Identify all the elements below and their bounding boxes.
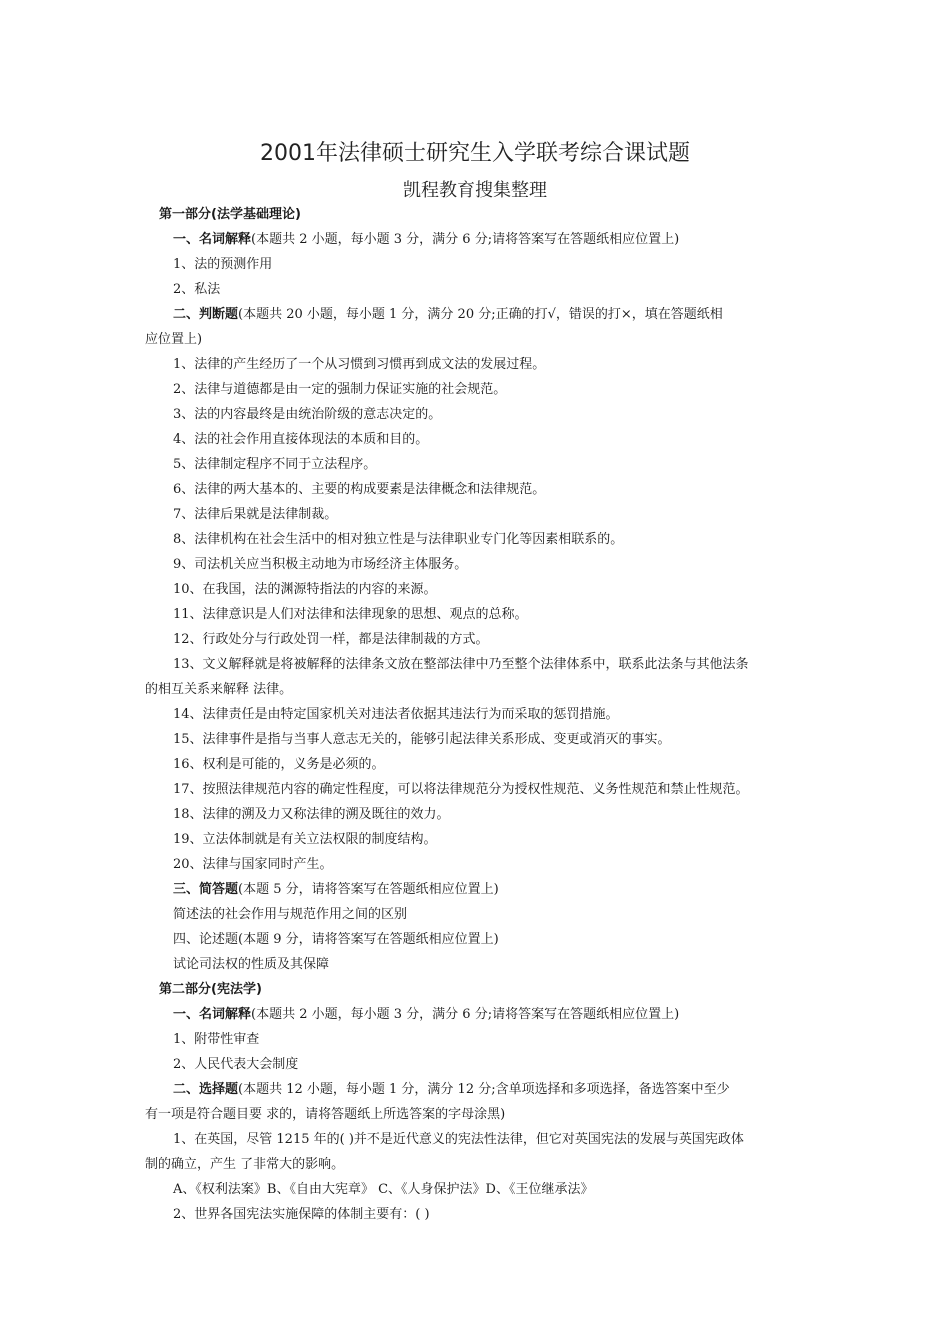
question-item: 20、法律与国家同时产生。: [173, 857, 333, 872]
section-label: 一、名词解释: [173, 1007, 252, 1022]
question-item: 4、法的社会作用直接体现法的本质和目的。: [173, 432, 429, 447]
section-desc: (本题共 2 小题，每小题 3 分，满分 6 分;请将答案写在答题纸相应位置上): [251, 1007, 680, 1022]
question-item: 1、在英国，尽管 1215 年的( )并不是近代意义的宪法性法律，但它对英国宪法的发展与英国宪政体: [173, 1132, 744, 1147]
question-item: 5、法律制定程序不同于立法程序。: [173, 457, 377, 472]
question-item: 简述法的社会作用与规范作用之间的区别: [173, 907, 408, 922]
question-item: 6、法律的两大基本的、主要的构成要素是法律概念和法律规范。: [173, 482, 546, 497]
part-heading: 第一部分(法学基础理论): [159, 207, 301, 222]
section-label: 二、判断题: [173, 307, 239, 322]
question-item: 1、法的预测作用: [173, 257, 273, 272]
question-item: 2、法律与道德都是由一定的强制力保证实施的社会规范。: [173, 382, 507, 397]
section-heading: [145, 1002, 810, 1027]
question-options: A、《权利法案》B、《自由大宪章》 C、《人身保护法》D、《王位继承法》: [173, 1182, 594, 1197]
question-item: 15、法律事件是指与当事人意志无关的，能够引起法律关系形成、变更或消灭的事实。: [173, 732, 671, 747]
question-item: 18、法律的溯及力又称法律的溯及既往的效力。: [173, 807, 450, 822]
document-title: 2001年法律硕士研究生入学联考综合课试题: [260, 141, 690, 166]
question-item: 10、在我国，法的渊源特指法的内容的来源。: [173, 582, 437, 597]
question-item: 1、附带性审查: [173, 1032, 260, 1047]
question-item: 8、法律机构在社会生活中的相对独立性是与法律职业专门化等因素相联系的。: [173, 532, 624, 547]
document-body: [145, 202, 810, 1227]
section-desc: (本题共 2 小题，每小题 3 分，满分 6 分;请将答案写在答题纸相应位置上): [251, 232, 680, 247]
section-heading: [145, 877, 810, 902]
section-desc: (本题 5 分，请将答案写在答题纸相应位置上): [238, 882, 499, 897]
document-subtitle: 凯程教育搜集整理: [403, 180, 547, 201]
section-desc: (本题共 12 小题，每小题 1 分，满分 12 分;含单项选择和多项选择，备选答案中至少: [238, 1082, 730, 1097]
question-item: 16、权利是可能的，义务是必须的。: [173, 757, 385, 772]
question-item: 12、行政处分与行政处罚一样，都是法律制裁的方式。: [173, 632, 489, 647]
part-heading: 第二部分(宪法学): [159, 982, 262, 997]
question-item: 3、法的内容最终是由统治阶级的意志决定的。: [173, 407, 442, 422]
question-item: 试论司法权的性质及其保障: [173, 957, 330, 972]
question-item: 17、按照法律规范内容的确定性程度，可以将法律规范分为授权性规范、义务性规范和禁止性规范。: [173, 782, 749, 797]
section-label: 二、选择题: [173, 1082, 239, 1097]
question-item: 19、立法体制就是有关立法权限的制度结构。: [173, 832, 437, 847]
question-item: 14、法律责任是由特定国家机关对违法者依据其违法行为而采取的惩罚措施。: [173, 707, 619, 722]
section-desc-continued: 应位置上): [145, 332, 203, 347]
question-item: 11、法律意识是人们对法律和法律现象的思想、观点的总称。: [173, 607, 528, 622]
section-heading: 四、论述题(本题 9 分，请将答案写在答题纸相应位置上): [173, 932, 499, 947]
question-item: 9、司法机关应当积极主动地为市场经济主体服务。: [173, 557, 468, 572]
question-item-continued: 的相互关系来解释 法律。: [145, 682, 293, 697]
section-label: 三、简答题: [173, 882, 239, 897]
question-item-continued: 制的确立，产生 了非常大的影响。: [145, 1157, 345, 1172]
question-item: 7、法律后果就是法律制裁。: [173, 507, 338, 522]
question-item: 1、法律的产生经历了一个从习惯到习惯再到成文法的发展过程。: [173, 357, 546, 372]
section-desc: (本题共 20 小题，每小题 1 分，满分 20 分;正确的打√，错误的打×，填在答题纸相: [238, 307, 723, 322]
section-heading: [145, 302, 810, 327]
section-heading: [145, 227, 810, 252]
question-item: 2、私法: [173, 282, 221, 297]
section-label: 一、名词解释: [173, 232, 252, 247]
section-heading: [145, 1077, 810, 1102]
question-item: 13、文义解释就是将被解释的法律条文放在整部法律中乃至整个法律体系中，联系此法条与其他法条: [173, 657, 749, 672]
section-desc-continued: 有一项是符合题目要 求的，请将答题纸上所选答案的字母涂黑): [145, 1107, 506, 1122]
question-item: 2、人民代表大会制度: [173, 1057, 299, 1072]
question-item: 2、世界各国宪法实施保障的体制主要有：( ): [173, 1207, 430, 1222]
